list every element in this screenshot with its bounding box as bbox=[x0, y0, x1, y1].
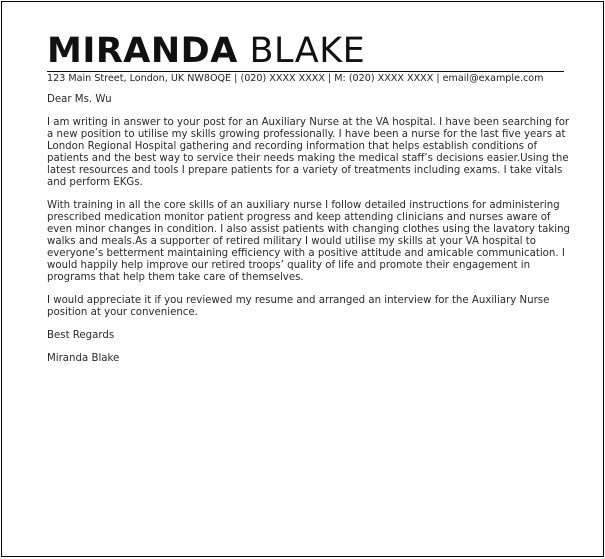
sender-name bbox=[47, 31, 365, 71]
body-paragraph-2: With training in all the core skills of an auxiliary nurse I follow detailed instructions for administering prescribed medication monitor patient progress and keep attending clinicians and nurses aware of even minor changes in condition. I also assist patients with changing clothes using the lavatory taking walks and meals.As a supporter of retired military I would utilise my skills at your VA hospital to everyone’s betterment maintaining efficiency with a positive attitude and amicable communication. I would happily help improve our retired troops’ quality of life and promote their engagement in programs that help them take care of themselves. bbox=[47, 200, 571, 283]
signature-name: Miranda Blake bbox=[47, 353, 120, 364]
sender-last-name: BLAKE bbox=[249, 31, 366, 71]
contact-line: 123 Main Street, London, UK NW8OQE | (020) XXXX XXXX | M: (020) XXXX XXXX | email@example.com bbox=[47, 73, 544, 84]
salutation: Dear Ms. Wu bbox=[47, 94, 112, 105]
sender-first-name: MIRANDA bbox=[47, 31, 238, 71]
body-paragraph-1: I am writing in answer to your post for an Auxiliary Nurse at the VA hospital. I have been searching for a new position to utilise my skills growing professionally. I have been a nurse for the last five years at London Regional Hospital gathering and recording information that helps establish conditions of patients and the best way to service their needs making the medical staff’s decisions easier.Using the latest resources and tools I prepare patients for a variety of treatments including exams. I take vitals and perform EKGs. bbox=[47, 117, 570, 188]
letter-header bbox=[47, 31, 365, 71]
body-paragraph-3: I would appreciate it if you reviewed my resume and arranged an interview for the Auxiliary Nurse position at your convenience. bbox=[47, 295, 550, 318]
header-divider bbox=[47, 71, 564, 72]
closing: Best Regards bbox=[47, 330, 115, 341]
letter-page bbox=[1, 1, 604, 557]
letter-body bbox=[47, 94, 572, 365]
